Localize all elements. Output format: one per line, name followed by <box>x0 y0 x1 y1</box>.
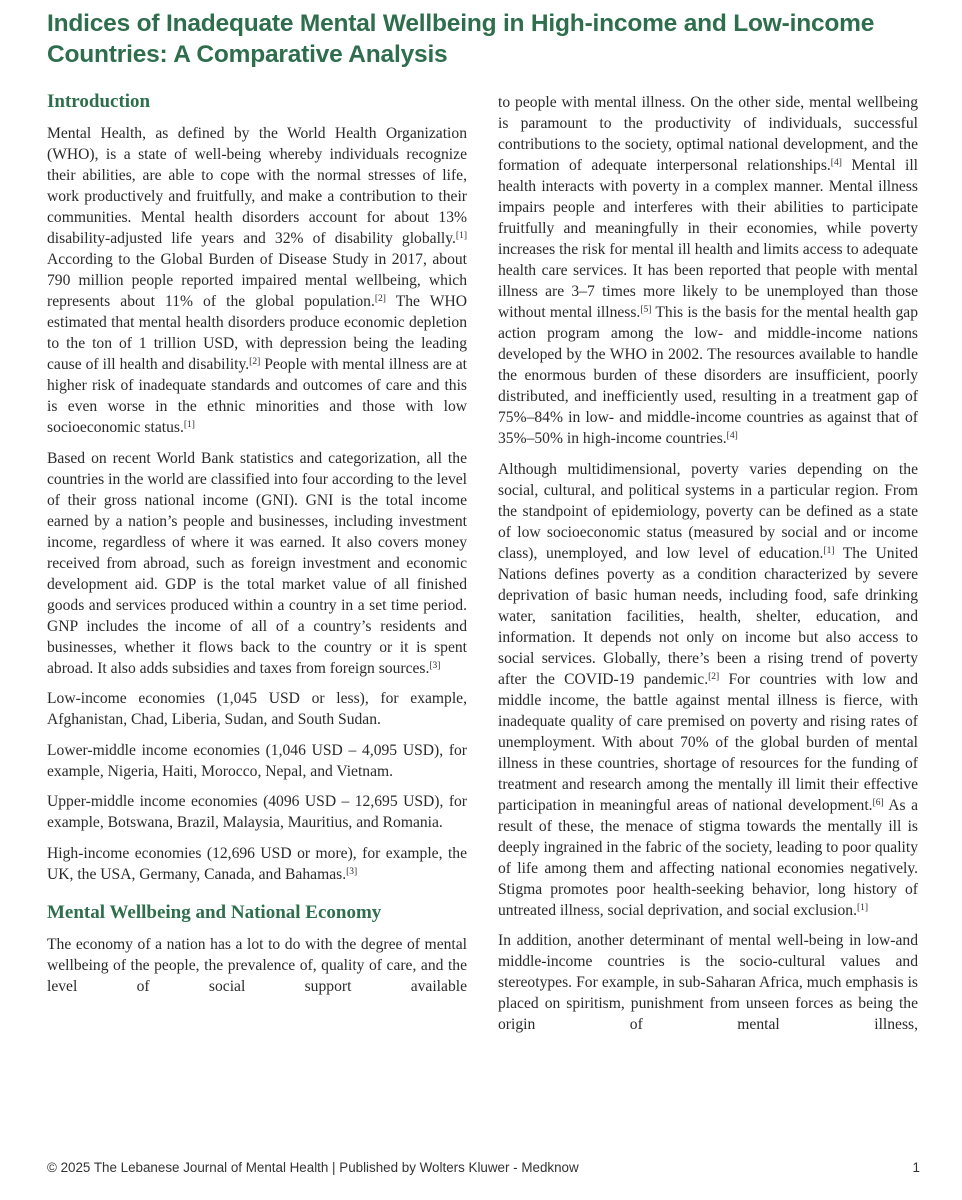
income-category-high: High-income economies (12,696 USD or more), for example, the UK, the USA, Germany, Canada, and Bahamas.[3] <box>47 844 467 883</box>
citation-reference: [1] <box>183 420 195 430</box>
citation-reference: [3] <box>429 660 441 671</box>
citation-reference: [6] <box>872 797 884 808</box>
section-heading-economy: Mental Wellbeing and National Economy <box>47 901 382 923</box>
page-title: Indices of Inadequate Mental Wellbeing in High-income and Low-income Countries: A Comparative Analysis <box>47 10 875 68</box>
section-heading-introduction: Introduction <box>47 91 151 112</box>
citation-reference: [3] <box>346 866 358 877</box>
paragraph-economy-3: In addition, another determinant of mental well-being in low-and middle-income countries is the socio-cultural values and stereotypes. For example, in sub-Saharan Africa, much emphasis is placed on spiritism, punishment from unseen forces as being the origin of mental illness, <box>498 932 918 1033</box>
left-column <box>47 90 467 1006</box>
income-category-lower-middle: Lower-middle income economies (1,046 USD – 4,095 USD), for example, Nigeria, Haiti, Morocco, Nepal, and Vietnam. <box>47 741 467 780</box>
paragraph-economy-1-start: The economy of a nation has a lot to do with the degree of mental wellbeing of the people, the prevalence of, quality of care, and the level of social support available <box>47 935 467 995</box>
income-category-low: Low-income economies (1,045 USD or less), for example, Afghanistan, Chad, Liberia, Sudan, and South Sudan. <box>47 690 467 728</box>
citation-reference: [4] <box>830 158 842 168</box>
paragraph-economy-1-continued: to people with mental illness. On the other side, mental wellbeing is paramount to the productivity of individuals, successful contributions to the society, optimal national development, and the formation of adequate interpersonal relationships.[4] Mental ill health interacts with poverty in a complex manner. Mental illness impairs people and interferes with their abilities to participate fruitfully and meaningfully in their economies, while poverty increases the risk for mental ill health and limits access to adequate health care services. It has been reported that people with mental illness are 3–7 times more likely to be unemployed than those without mental illness.[5] This is the basis for the mental health gap action program among the low- and middle-income nations developed by the WHO in 2002. The resources available to handle the enormous burden of these disorders are insufficient, poorly distributed, and inefficiently used, resulting in a treatment gap of 75%–84% in low- and middle-income countries as against that of 35%–50% in high-income countries.[4] <box>498 94 918 447</box>
citation-reference: [2] <box>249 357 261 367</box>
page-number: 1 <box>912 1160 920 1175</box>
paragraph-economy-2: Although multidimensional, poverty varies depending on the social, cultural, and political systems in a particular region. From the standpoint of epidemiology, poverty can be defined as a state of low socioeconomic status (measured by social and or income class), unemployed, and low level of education.[1] The United Nations defines poverty as a condition characterized by severe deprivation of basic human needs, including food, safe drinking water, sanitation facilities, health, shelter, education, and information. It depends not only on income but also access to social services. Globally, there’s been a rising trend of poverty after the COVID-19 pandemic.[2] For countries with low and middle income, the battle against mental illness is fierce, with inadequate quality of care premised on poverty and rising rates of unemployment. With about 70% of the global burden of mental illness in these countries, shortage of resources for the funding of treatment and research among the mentally ill limit their effective participation in meaningful areas of national development.[6] As a result of these, the menace of stigma towards the mentally ill is deeply ingrained in the fabric of the society, leading to poor quality of life among them and affecting national economies negatively. Stigma promotes poor health-seeking behavior, long history of untreated illness, social deprivation, and social exclusion.[1] <box>498 460 919 919</box>
page-footer <box>47 1160 920 1175</box>
citation-reference: [1] <box>823 545 835 556</box>
citation-reference: [2] <box>374 294 386 304</box>
citation-reference: [1] <box>857 902 869 913</box>
income-category-upper-middle: Upper-middle income economies (4096 USD – 12,695 USD), for example, Botswana, Brazil, Malaysia, Mauritius, and Romania. <box>47 793 467 831</box>
citation-reference: [4] <box>726 431 738 441</box>
paragraph-intro-1: Mental Health, as defined by the World Health Organization (WHO), is a state of well-being whereby individuals recognize their abilities, are able to cope with the normal stresses of life, work productively and fruitfully, and make a contribution to their communities. Mental health disorders account for about 13% disability-adjusted life years and 32% of disability globally.[1] According to the Global Burden of Disease Study in 2017, about 790 million people reported impaired mental wellbeing, which represents about 11% of the global population.[2] The WHO estimated that mental health disorders produce economic depletion to the ton of 1 trillion USD, with depression being the leading cause of ill health and disability.[2] People with mental illness are at higher risk of inadequate standards and outcomes of care and this is even worse in the ethnic minorities and those with low socioeconomic status.[1] <box>47 125 468 436</box>
citation-reference: [1] <box>455 231 467 241</box>
citation-reference: [5] <box>640 305 652 315</box>
paragraph-intro-2: Based on recent World Bank statistics and categorization, all the countries in the world are classified into four according to the level of their gross national income (GNI). GNI is the total income earned by a nation’s people and businesses, including investment income, regardless of where it was earned. It also covers money received from abroad, such as foreign investment and economic development aid. GDP is the total market value of all finished goods and services produced within a country in a set time period. GNP includes the income of all of a country’s residents and businesses, whether it flows back to the country or it is spent abroad. It also adds subsidies and taxes from foreign sources.[3] <box>47 449 467 677</box>
right-column <box>498 92 918 1045</box>
footer-copyright: © 2025 The Lebanese Journal of Mental Health | Published by Wolters Kluwer - Medknow <box>47 1160 579 1175</box>
citation-reference: [2] <box>708 671 720 682</box>
